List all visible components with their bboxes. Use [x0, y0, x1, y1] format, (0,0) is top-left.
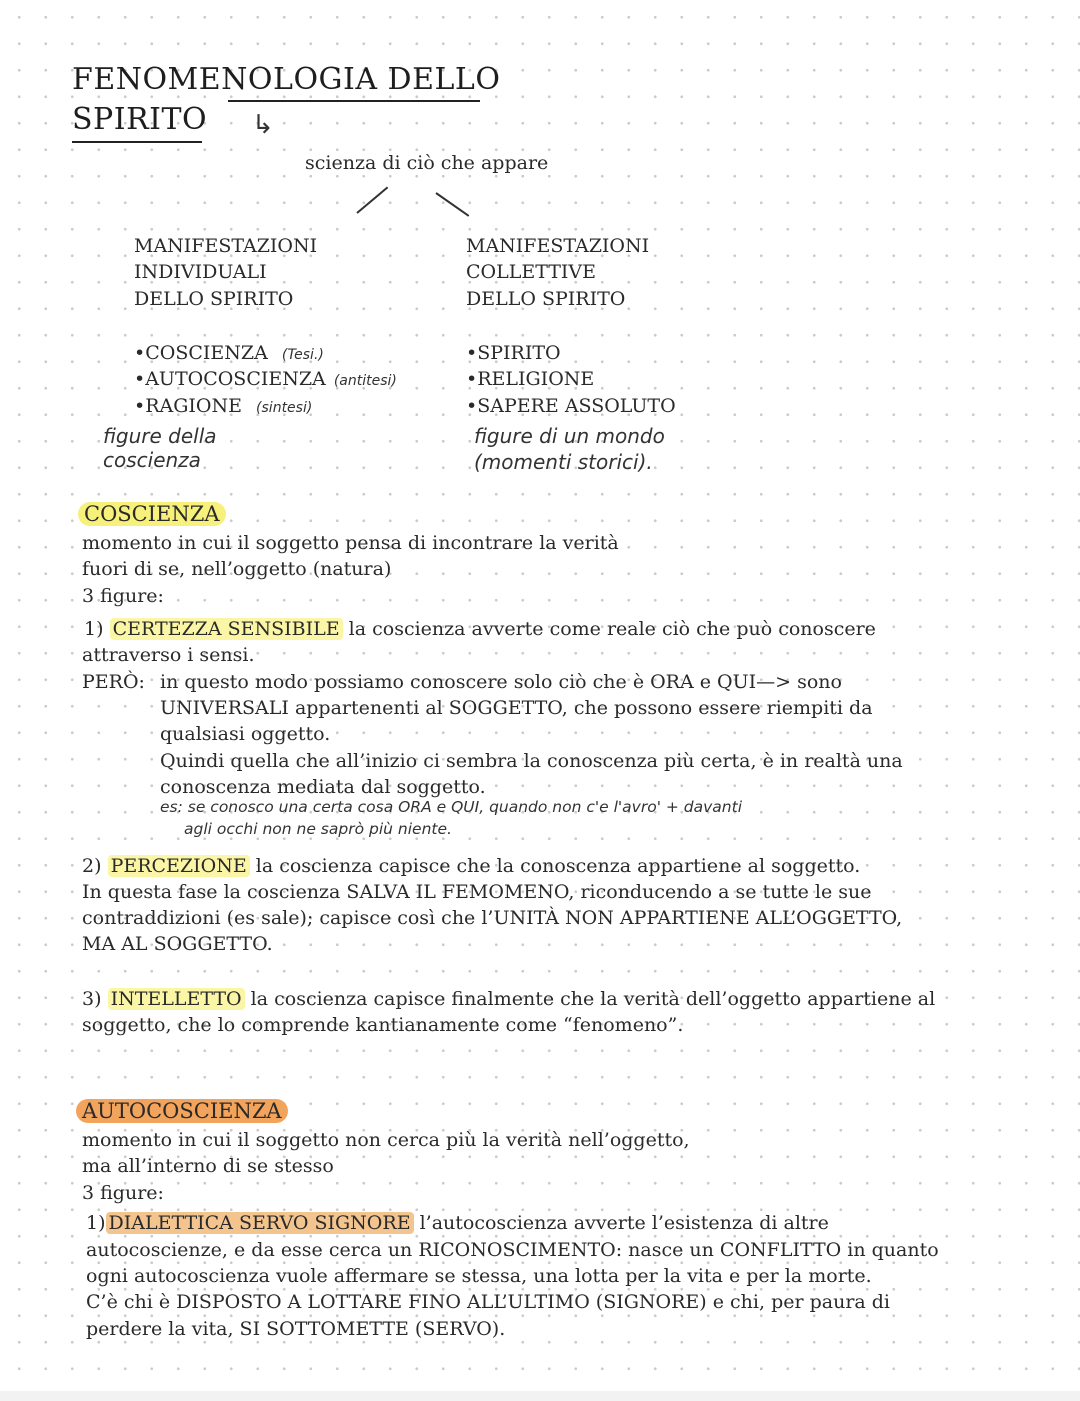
figure-text: la coscienza capisce che la conoscenza appartiene al soggetto. [249, 855, 861, 877]
page-bottom-edge [0, 1391, 1080, 1401]
pero-label: PERÒ: [82, 671, 145, 693]
figure-number: 1) [86, 1212, 106, 1234]
term-certezza-sensibile: CERTEZZA SENSIBILE [110, 618, 343, 640]
term-dialettica-servo-signore: DIALETTICA SERVO SIGNORE [106, 1212, 414, 1234]
percezione-line2: In questa fase la coscienza SALVA IL FEMOMENO, riconducendo a se tutte le sue [82, 881, 872, 903]
coscienza-intro-line2: fuori di se, nell’oggetto (natura) [82, 558, 392, 580]
dialettica-line3: ogni autocoscienza vuole affermare se stessa, una lotta per la vita e per la morte. [86, 1265, 872, 1287]
figure-text: la coscienza capisce finalmente che la verità dell’oggetto appartiene al [244, 988, 936, 1010]
left-item-label: •AUTOCOSCIENZA [134, 368, 326, 390]
right-caption-line2: (momenti storici). [474, 450, 653, 474]
left-item-label: •RAGIONE [134, 395, 242, 417]
autocoscienza-intro-line3: 3 figure: [82, 1182, 164, 1204]
left-heading-line2: INDIVIDUALI [134, 261, 267, 283]
example-line2: agli occhi non ne saprò più niente. [184, 820, 452, 838]
left-item-coscienza [134, 340, 324, 368]
branch-right-stroke [435, 192, 469, 217]
title-underline-top [228, 100, 480, 102]
right-heading-line3: DELLO SPIRITO [466, 288, 626, 310]
dialettica-line5: perdere la vita, SI SOTTOMETTE (SERVO). [86, 1318, 506, 1340]
left-item-ragione [134, 393, 312, 421]
figure-dialettica-servo-signore [86, 1210, 829, 1236]
left-item-autocoscienza [134, 366, 397, 394]
percezione-line4: MA AL SOGGETTO. [82, 933, 273, 955]
branch-left-stroke [356, 187, 388, 214]
dialettica-line2: autocoscienze, e da esse cerca un RICONOSCIMENTO: nasce un CONFLITTO in quanto [86, 1239, 939, 1261]
figure-intelletto [82, 986, 935, 1012]
right-item-religione: •RELIGIONE [466, 368, 595, 390]
term-percezione: PERCEZIONE [108, 855, 250, 877]
pero-line1: in questo modo possiamo conoscere solo ciò che è ORA e QUI—> sono [160, 671, 842, 693]
coscienza-intro-line3: 3 figure: [82, 585, 164, 607]
figure-certezza-sensibile [84, 616, 876, 642]
dialettica-line4: C’è chi è DISPOSTO A LOTTARE FINO ALL’ULTIMO (SIGNORE) e chi, per paura di [86, 1291, 891, 1313]
autocoscienza-intro-line1: momento in cui il soggetto non cerca più la verità nell’oggetto, [82, 1129, 690, 1151]
pero-line3: qualsiasi oggetto. [160, 723, 331, 745]
figure-text: l’autocoscienza avverte l’esistenza di altre [413, 1212, 829, 1234]
left-heading-line1: MANIFESTAZIONI [134, 235, 318, 257]
pero-line2: UNIVERSALI appartenenti al SOGGETTO, che possono essere riempiti da [160, 697, 873, 719]
curved-arrow-icon: ↳ [252, 110, 274, 140]
figure-percezione [82, 853, 860, 879]
percezione-line3: contraddizioni (es sale); capisce così che l’UNITÀ NON APPARTIENE ALL’OGGETTO, [82, 907, 903, 929]
right-item-sapere-assoluto: •SAPERE ASSOLUTO [466, 395, 676, 417]
coscienza-intro-line1: momento in cui il soggetto pensa di incontrare la verità [82, 532, 619, 554]
heading-highlight: COSCIENZA [78, 502, 226, 526]
autocoscienza-intro-line2: ma all’interno di se stesso [82, 1155, 334, 1177]
section-heading-autocoscienza [76, 1099, 288, 1123]
term-intelletto: INTELLETTO [108, 988, 245, 1010]
pero-line4: Quindi quella che all’inizio ci sembra la conoscenza più certa, è in realtà una [160, 750, 903, 772]
right-item-spirito: •SPIRITO [466, 342, 561, 364]
title-underline-bottom [72, 141, 202, 143]
certezza-line2: attraverso i sensi. [82, 644, 255, 666]
right-heading-line2: COLLETTIVE [466, 261, 597, 283]
page-title-line2: SPIRITO [72, 102, 208, 137]
left-heading-line3: DELLO SPIRITO [134, 288, 294, 310]
left-item-note: (sintesi) [256, 400, 313, 416]
right-heading-line1: MANIFESTAZIONI [466, 235, 650, 257]
section-heading-coscienza [78, 502, 226, 526]
page-title-line1: FENOMENOLOGIA DELLO [72, 62, 501, 97]
figure-number: 2) [82, 855, 102, 877]
left-caption-line2: coscienza [103, 448, 201, 472]
definition-text: scienza di ciò che appare [305, 152, 549, 174]
example-line1: es: se conosco una certa cosa ORA e QUI, quando non c'e l'avro' + davanti [160, 798, 743, 816]
heading-highlight: AUTOCOSCIENZA [76, 1099, 288, 1123]
figure-number: 1) [84, 618, 104, 640]
pero-line5: conoscenza mediata dal soggetto. [160, 776, 486, 798]
figure-text: la coscienza avverte come reale ciò che può conoscere [342, 618, 876, 640]
left-item-note: (Tesi.) [281, 347, 324, 363]
right-caption-line1: figure di un mondo [474, 424, 665, 448]
figure-number: 3) [82, 988, 102, 1010]
left-item-label: •COSCIENZA [134, 342, 268, 364]
left-item-note: (antitesi) [333, 373, 397, 389]
left-caption-line1: figure della [103, 424, 217, 448]
intelletto-line2: soggetto, che lo comprende kantianamente come “fenomeno”. [82, 1014, 684, 1036]
